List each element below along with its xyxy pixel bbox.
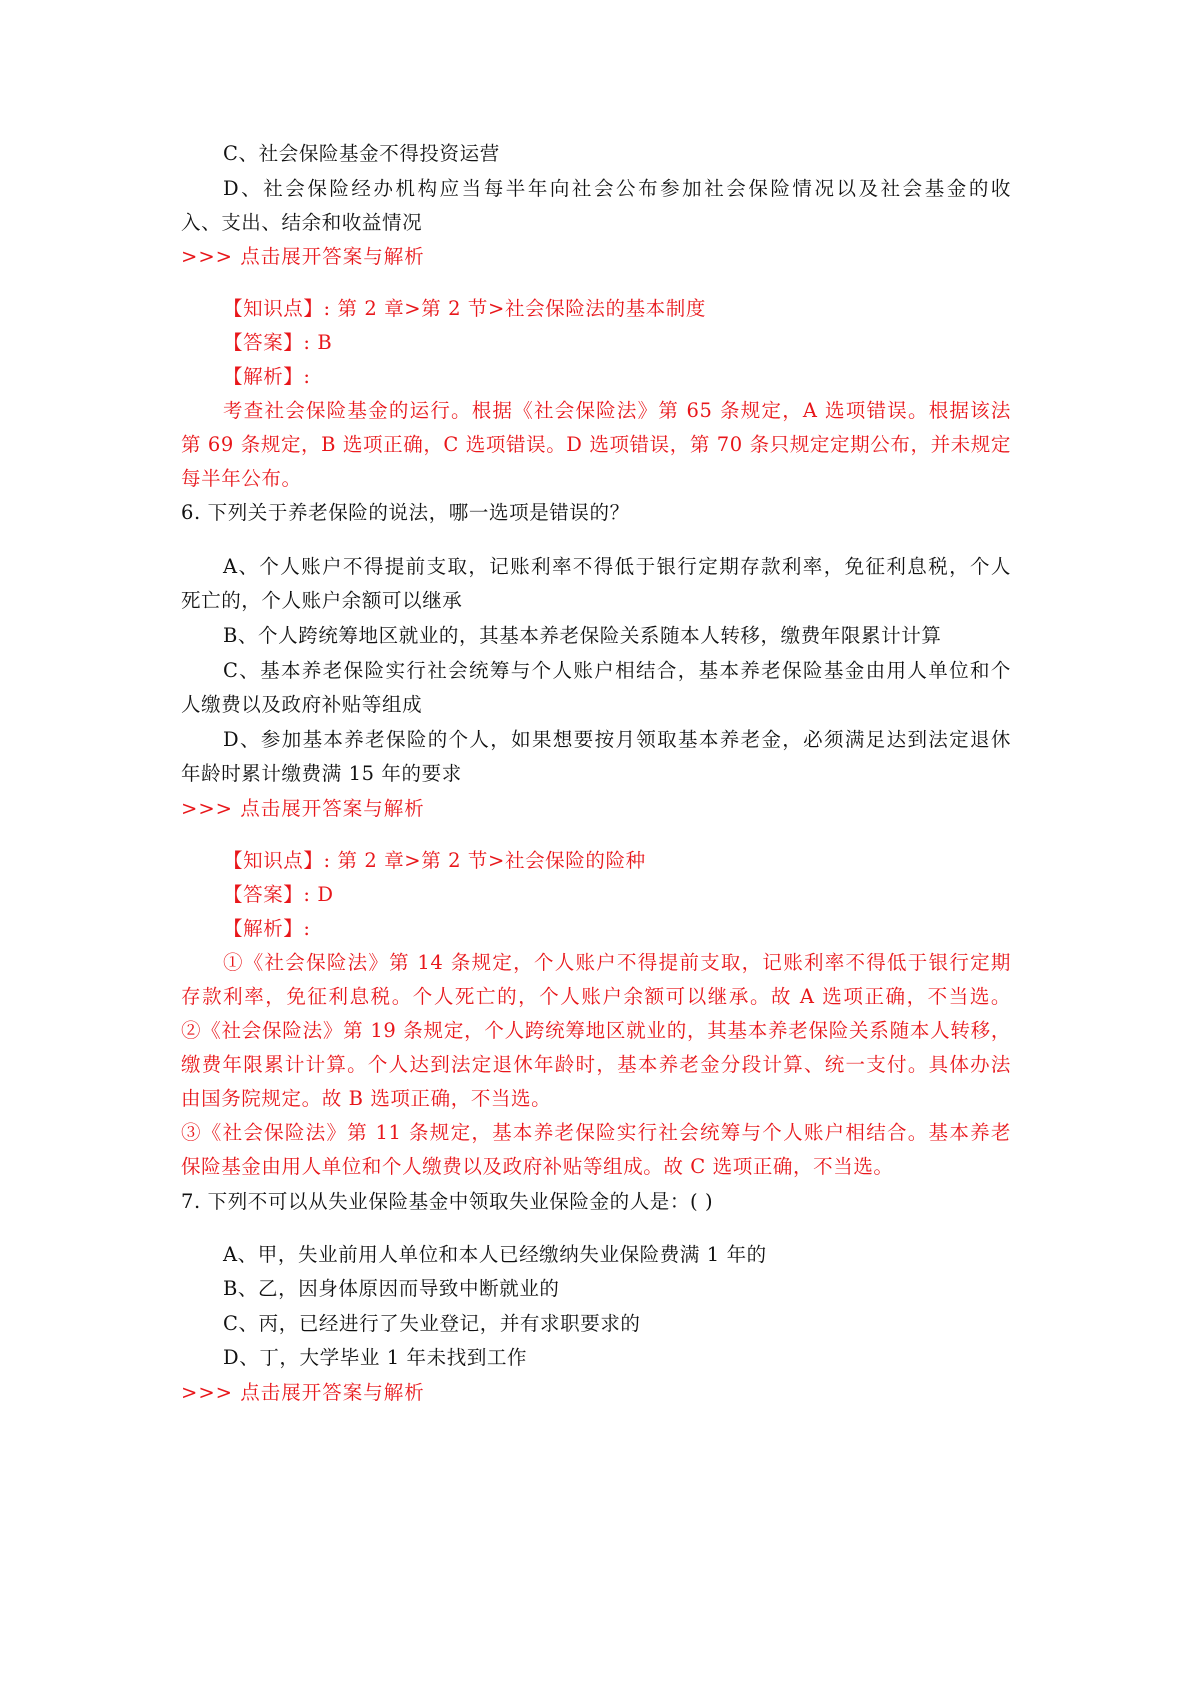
q6-knowledge-point	[223, 848, 1011, 874]
q6-analysis-line3: ②《社会保险法》第 19 条规定，个人跨统筹地区就业的，其基本养老保险关系随本人转移，	[181, 1019, 1011, 1042]
q5-answer	[223, 330, 1011, 356]
q6-analysis-line7: 保险基金由用人单位和个人缴费以及政府补贴等组成。故 C 选项正确，不当选。	[181, 1155, 894, 1178]
q6-analysis-line6: ③《社会保险法》第 11 条规定，基本养老保险实行社会统筹与个人账户相结合。基本养老	[181, 1121, 1011, 1144]
q6-answer	[223, 882, 1011, 908]
knowledge-value: 第 2 章>第 2 节>社会保险的险种	[337, 849, 646, 872]
q6-option-a-line2: 死亡的，个人账户余额可以继承	[181, 589, 463, 612]
answer-value: D	[317, 883, 334, 906]
q5-analysis-label: 【解析】:	[223, 365, 311, 388]
q5-option-c: C、社会保险基金不得投资运营	[223, 142, 500, 165]
q5-analysis-line1: 考查社会保险基金的运行。根据《社会保险法》第 65 条规定，A 选项错误。根据该法	[223, 399, 1011, 422]
q6-expand-answer-link[interactable]: >>> 点击展开答案与解析	[181, 797, 425, 820]
q5-analysis-line2: 第 69 条规定，B 选项正确，C 选项错误。D 选项错误，第 70 条只规定定期公布，并未规定	[181, 433, 1011, 456]
knowledge-label: 【知识点】:	[223, 849, 331, 872]
knowledge-value: 第 2 章>第 2 节>社会保险法的基本制度	[337, 297, 706, 320]
q6-analysis-line4: 缴费年限累计计算。个人达到法定退休年龄时，基本养老金分段计算、统一支付。具体办法	[181, 1053, 1011, 1076]
q6-analysis-label: 【解析】:	[223, 917, 311, 940]
q7-expand-answer-link[interactable]: >>> 点击展开答案与解析	[181, 1381, 425, 1404]
q7-option-c: C、丙，已经进行了失业登记，并有求职要求的	[223, 1312, 641, 1335]
q6-option-d-line1: D、参加基本养老保险的个人，如果想要按月领取基本养老金，必须满足达到法定退休	[223, 728, 1011, 751]
q5-option-d-line1: D、社会保险经办机构应当每半年向社会公布参加社会保险情况以及社会基金的收	[223, 177, 1011, 200]
q6-analysis-line5: 由国务院规定。故 B 选项正确，不当选。	[181, 1087, 552, 1110]
q6-option-c-line2: 人缴费以及政府补贴等组成	[181, 693, 423, 716]
q6-option-d-line2: 年龄时累计缴费满 15 年的要求	[181, 762, 462, 785]
answer-value: B	[317, 331, 333, 354]
q6-analysis-line2: 存款利率，免征利息税。个人死亡的，个人账户余额可以继承。故 A 选项正确，不当选。	[181, 985, 1011, 1008]
q5-option-d-line2: 入、支出、结余和收益情况	[181, 211, 423, 234]
q7-option-b: B、乙，因身体原因而导致中断就业的	[223, 1277, 560, 1300]
q6-stem: 6. 下列关于养老保险的说法，哪一选项是错误的？	[181, 501, 630, 524]
q6-option-b: B、个人跨统筹地区就业的，其基本养老保险关系随本人转移，缴费年限累计计算	[223, 624, 942, 647]
q6-option-a-line1: A、个人账户不得提前支取，记账利率不得低于银行定期存款利率，免征利息税，个人	[223, 555, 1011, 578]
q6-option-c-line1: C、基本养老保险实行社会统筹与个人账户相结合，基本养老保险基金由用人单位和个	[223, 659, 1011, 682]
q6-analysis-line1: ①《社会保险法》第 14 条规定，个人账户不得提前支取，记账利率不得低于银行定期	[223, 951, 1011, 974]
q5-analysis-line3: 每半年公布。	[181, 467, 302, 490]
q7-stem: 7. 下列不可以从失业保险基金中领取失业保险金的人是：( )	[181, 1190, 714, 1213]
q5-knowledge-point	[223, 296, 1011, 322]
q5-expand-answer-link[interactable]: >>> 点击展开答案与解析	[181, 245, 425, 268]
q7-option-d: D、丁，大学毕业 1 年未找到工作	[223, 1346, 528, 1369]
answer-label: 【答案】:	[223, 331, 311, 354]
q7-option-a: A、甲，失业前用人单位和本人已经缴纳失业保险费满 1 年的	[223, 1243, 767, 1266]
answer-label: 【答案】:	[223, 883, 311, 906]
knowledge-label: 【知识点】:	[223, 297, 331, 320]
